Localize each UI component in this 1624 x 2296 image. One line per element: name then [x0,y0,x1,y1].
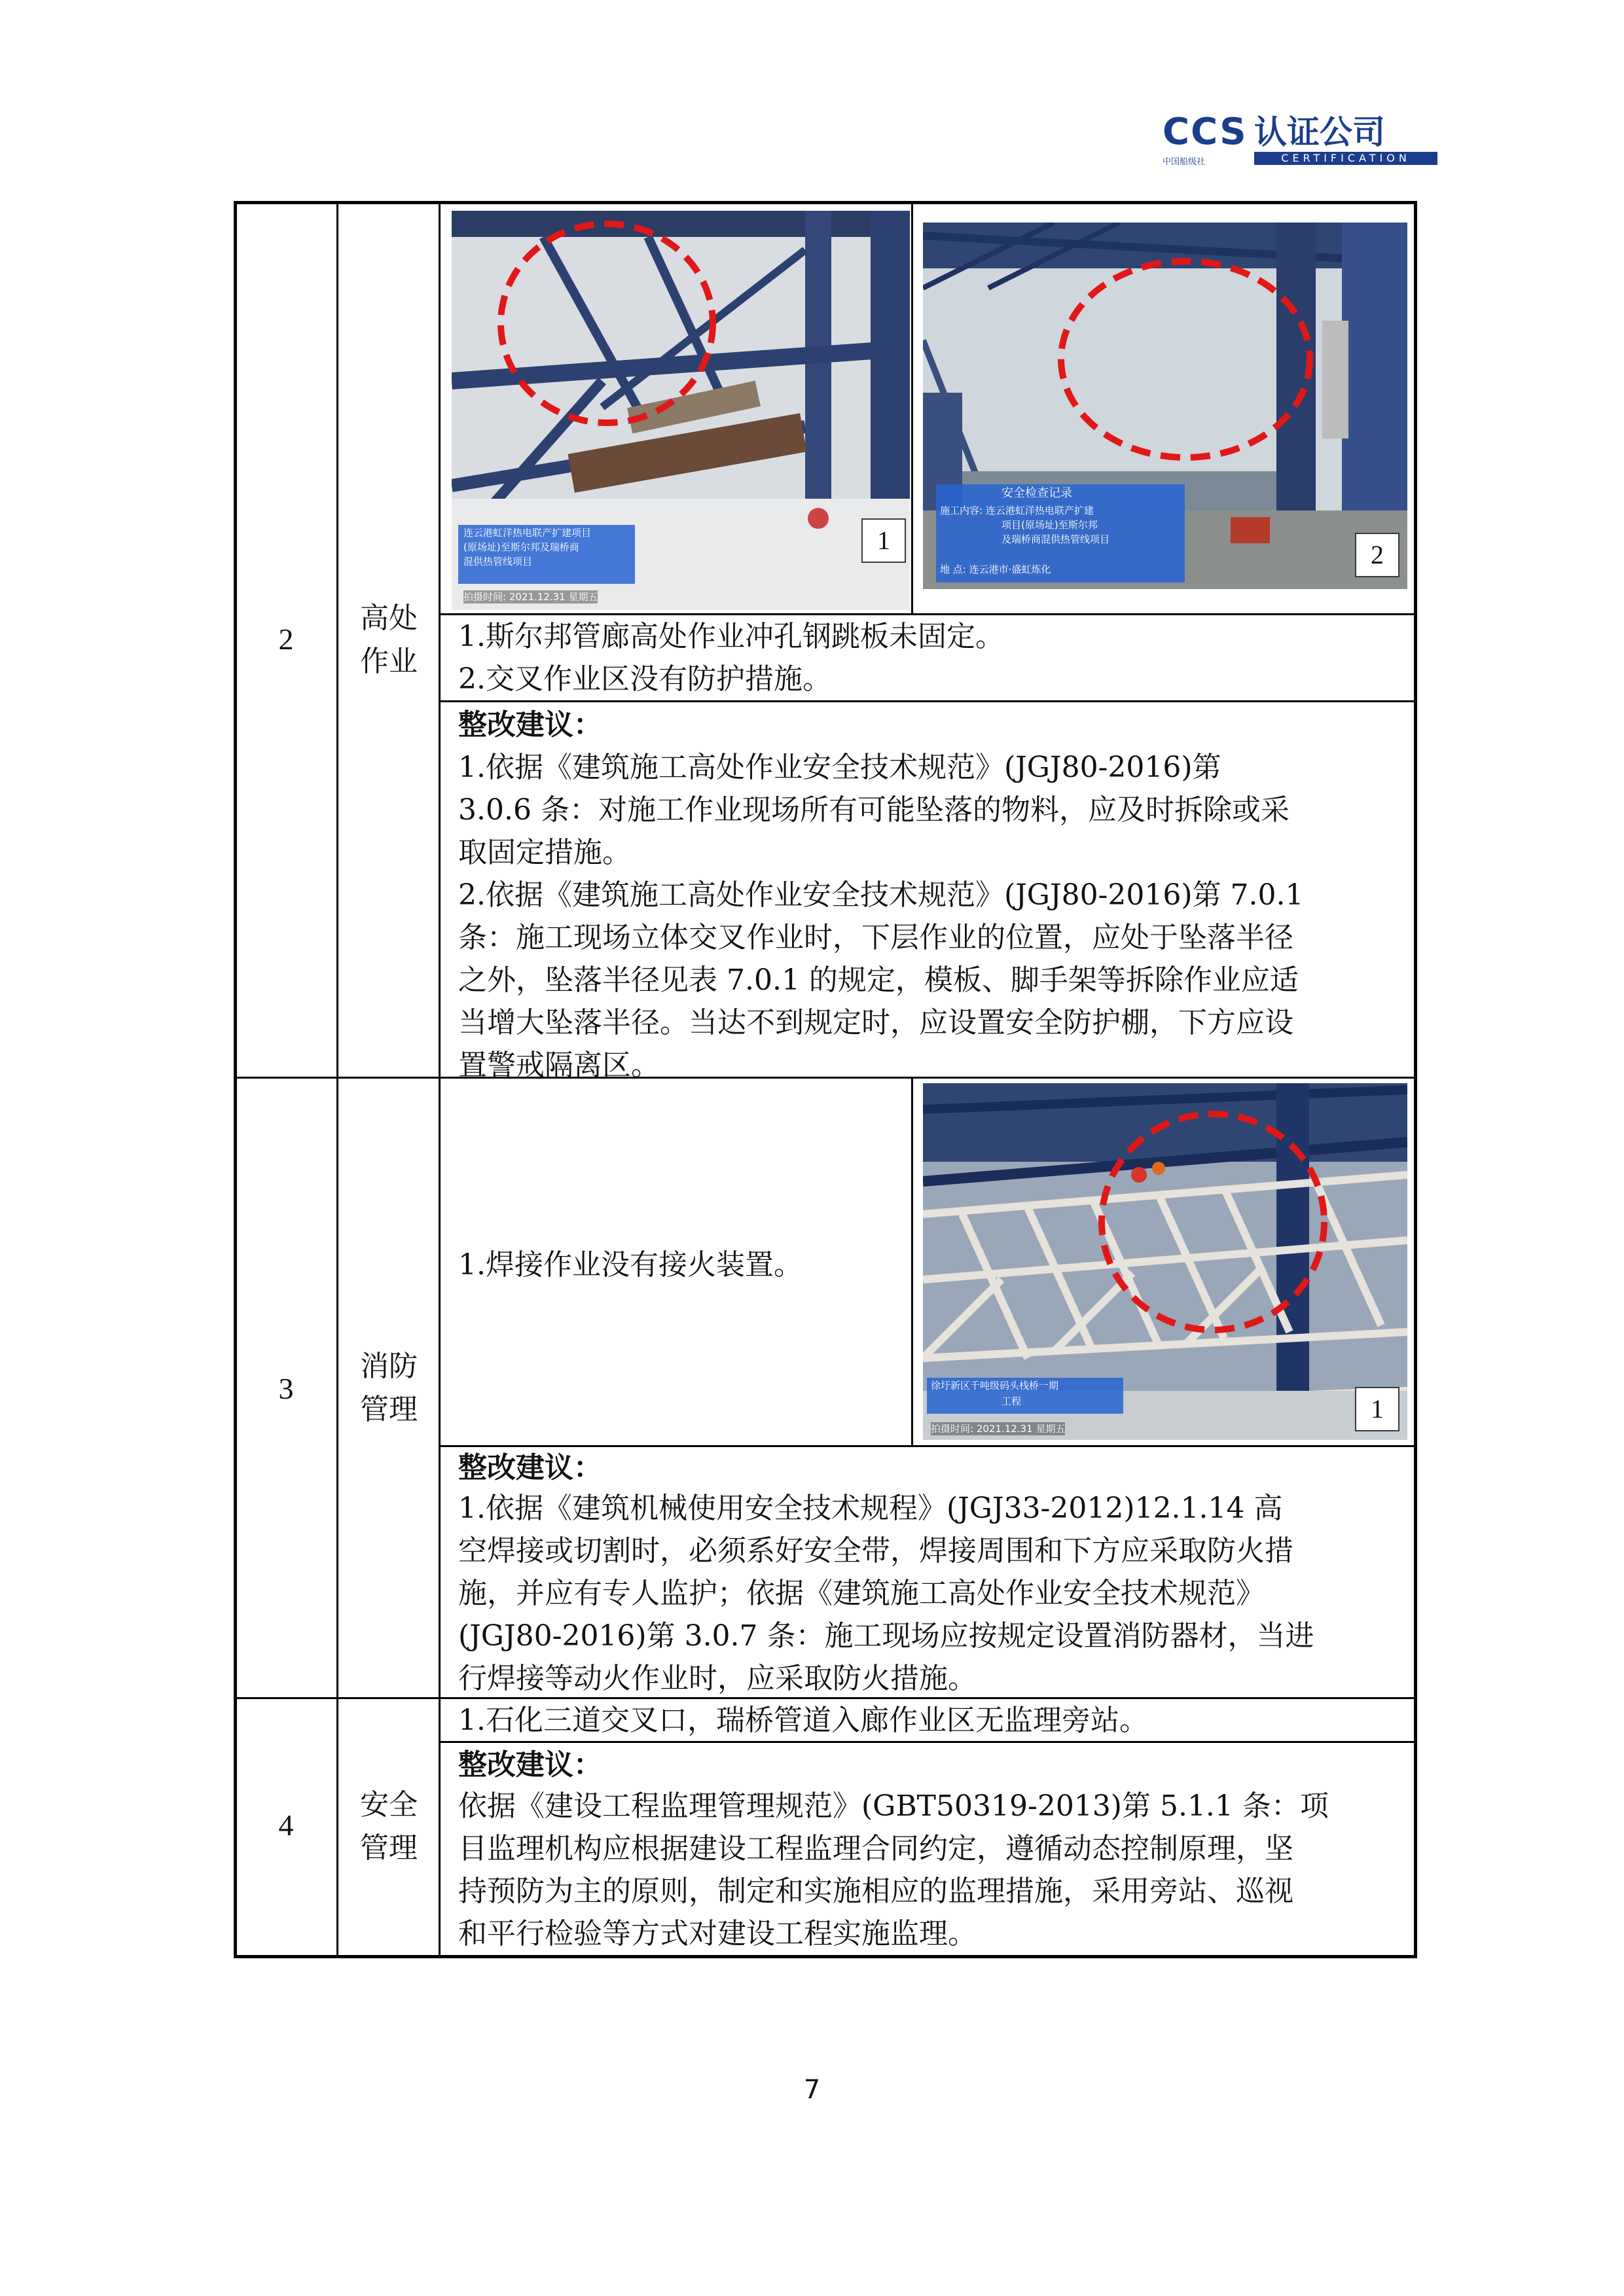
row-3-advice-title: 整改建议： [458,1451,602,1484]
row-2-advice-line-7: 当增大坠落半径。当达不到规定时，应设置安全防护棚，下方应设 [458,1006,1293,1039]
ccs-certification-logo [1163,113,1437,166]
row-2-issue-2: 2.交叉作业区没有防护措施。 [458,662,831,696]
row-4-advice-line-2: 目监理机构应根据建设工程监理合同约定，遵循动态控制原理，坚 [458,1832,1293,1865]
row-2-category: 高处 作业 [360,601,418,678]
row-3-advice-line-2: 空焊接或切割时，必须系好安全带，焊接周围和下方应采取防火措 [458,1534,1293,1568]
photo-2-caption-line-2: 施工内容: 连云港虹洋热电联产扩建 [940,505,1094,516]
photo-2-caption-line-5: 地 点: 连云港市·盛虹炼化 [940,564,1051,575]
photo-2-caption-line-3: 项目(原场址)至斯尔邦 [1001,519,1098,531]
photo-2-caption-line-1: 安全检查记录 [1001,486,1072,500]
row-2-advice-line-6: 之外，坠落半径见表 7.0.1 的规定，模板、脚手架等拆除作业应适 [458,963,1299,997]
welding-photo-caption-line-1: 徐圩新区千吨级码头栈桥一期 [931,1380,1059,1391]
welding-photo-1 [923,1083,1407,1440]
steel-structure-photo-1 [452,211,910,610]
logo-org-text: 中国船级社 [1163,157,1206,167]
row-2-advice-line-3: 取固定措施。 [458,836,631,869]
row-2-advice-title: 整改建议： [458,708,602,742]
row-4-number: 4 [278,1808,294,1842]
row-3-advice-line-4: (JGJ80-2016)第 3.0.7 条：施工现场应按规定设置消防器材，当进 [458,1619,1314,1653]
photo-2-caption-line-4: 及瑞桥商混供热管线项目 [1001,533,1110,545]
photo-1-caption-line-3: 混供热管线项目 [463,556,533,567]
row-4-category: 安全 管理 [360,1788,418,1865]
page-number: 7 [803,2075,821,2105]
logo-en-bar: CERTIFICATION [1254,152,1437,165]
photo-2-badge: 2 [1355,533,1399,577]
logo-ccs-text: CCS [1163,111,1248,153]
photo-1-timestamp: 拍摄时间: 2021.12.31 星期五 [463,591,598,603]
welding-photo-caption-line-2: 工程 [1001,1395,1022,1407]
row-3-advice-line-3: 施，并应有专人监护；依据《建筑施工高处作业安全技术规范》 [458,1577,1265,1610]
photo-1-badge: 1 [861,518,906,563]
row-2-advice-line-1: 1.依据《建筑施工高处作业安全技术规范》(JGJ80-2016)第 [458,751,1221,784]
row-2-advice-line-5: 条：施工现场立体交叉作业时，下层作业的位置，应处于坠落半径 [458,921,1293,954]
row-4-advice-title: 整改建议： [458,1748,602,1782]
row-4-advice-line-1: 依据《建设工程监理管理规范》(GBT50319-2013)第 5.1.1 条：项 [458,1789,1329,1823]
row-3-number: 3 [278,1372,294,1405]
row-3-advice-line-5: 行焊接等动火作业时，应采取防火措施。 [458,1662,977,1695]
photo-1-caption-line-2: (原场址)至斯尔邦及瑞桥商 [463,541,579,553]
row-4-issue: 1.石化三道交叉口，瑞桥管道入廊作业区无监理旁站。 [458,1704,1148,1737]
logo-cn-text: 认证公司 [1254,113,1385,151]
row-2-advice-line-2: 3.0.6 条：对施工作业现场所有可能坠落的物料，应及时拆除或采 [458,793,1290,827]
row-2-number: 2 [278,622,294,656]
row-4-advice-line-3: 持预防为主的原则，制定和实施相应的监理措施，采用旁站、巡视 [458,1874,1293,1908]
row-3-advice-line-1: 1.依据《建筑机械使用安全技术规程》(JGJ33-2012)12.1.14 高 [458,1492,1283,1525]
row-2-advice-line-8: 置警戒隔离区。 [458,1049,660,1082]
row-3-category: 消防 管理 [360,1350,418,1426]
welding-photo-timestamp: 拍摄时间: 2021.12.31 星期五 [931,1423,1066,1435]
photo-1-caption-line-1: 连云港虹洋热电联产扩建项目 [463,527,592,539]
row-2-advice-line-4: 2.依据《建筑施工高处作业安全技术规范》(JGJ80-2016)第 7.0.1 [458,878,1304,912]
steel-structure-photo-2 [923,223,1407,589]
row-3-issue: 1.焊接作业没有接火装置。 [458,1248,803,1282]
row-4-advice-line-4: 和平行检验等方式对建设工程实施监理。 [458,1917,977,1950]
row-2-issue-1: 1.斯尔邦管廊高处作业冲孔钢跳板未固定。 [458,620,1004,653]
welding-photo-badge: 1 [1355,1387,1399,1431]
